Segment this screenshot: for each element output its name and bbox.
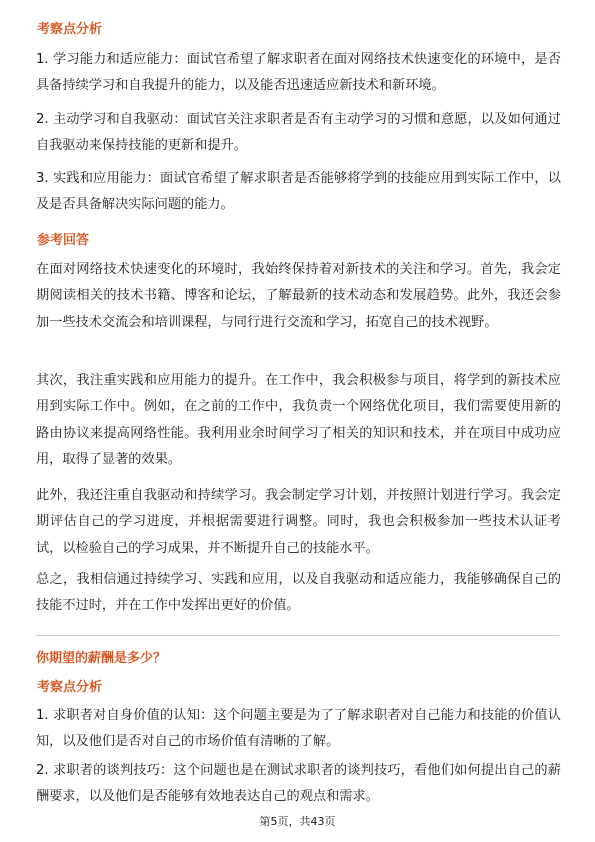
reference-answer-heading: 参考回答 (37, 233, 90, 248)
answer-paragraph-3: 此外，我还注重自我驱动和持续学习。我会制定学习计划，并按照计划进行学习。我会定期评估自己的学习进度，并根据需要进行调整。同时，我也会积极参加一些技术认证考试，以检验自己的学习成果，并不断提升自己的技能水平。 (36, 488, 561, 556)
analysis-heading: 考察点分析 (37, 22, 103, 37)
analysis2-item-1: 1. 求职者对自身价值的认知：这个问题主要是为了了解求职者对自己能力和技能的价值认知，以及他们是否对自己的市场价值有清晰的了解。 (36, 708, 561, 750)
answer-paragraph-1: 在面对网络技术快速变化的环境时，我始终保持着对新技术的关注和学习。首先，我会定期阅读相关的技术书籍、博客和论坛，了解最新的技术动态和发展趋势。此外，我还会参加一些技术交流会和培训课程，与同行进行交流和学习，拓宽自己的技术视野。 (36, 262, 561, 330)
page-number: 第5页，共43页 (259, 815, 336, 828)
analysis-item-1: 1. 学习能力和适应能力：面试官希望了解求职者在面对网络技术快速变化的环境中，是否具备持续学习和自我提升的能力，以及能否迅速适应新技术和新环境。 (36, 52, 561, 94)
analysis-heading-2: 考察点分析 (37, 680, 103, 695)
section-divider (36, 635, 559, 636)
answer-paragraph-2: 其次，我注重实践和应用能力的提升。在工作中，我会积极参与项目，将学到的新技术应用到实际工作中。例如，在之前的工作中，我负责一个网络优化项目，我们需要使用新的路由协议来提高网络性能。我利用业余时间学习了相关的知识和技术，并在项目中成功应用，取得了显著的效果。 (36, 373, 561, 467)
analysis-item-3: 3. 实践和应用能力：面试官希望了解求职者是否能够将学到的技能应用到实际工作中，以及是否具备解决实际问题的能力。 (36, 171, 561, 213)
analysis-item-2: 2. 主动学习和自我驱动：面试官关注求职者是否有主动学习的习惯和意愿，以及如何通过自我驱动来保持技能的更新和提升。 (36, 112, 561, 154)
answer-paragraph-4: 总之，我相信通过持续学习、实践和应用，以及自我驱动和适应能力，我能够确保自己的技能不过时，并在工作中发挥出更好的价值。 (36, 572, 561, 614)
question-title: 你期望的薪酬是多少？ (36, 651, 167, 666)
analysis2-item-2: 2. 求职者的谈判技巧：这个问题也是在测试求职者的谈判技巧，看他们如何提出自己的薪酬要求，以及他们是否能够有效地表达自己的观点和需求。 (36, 763, 561, 805)
